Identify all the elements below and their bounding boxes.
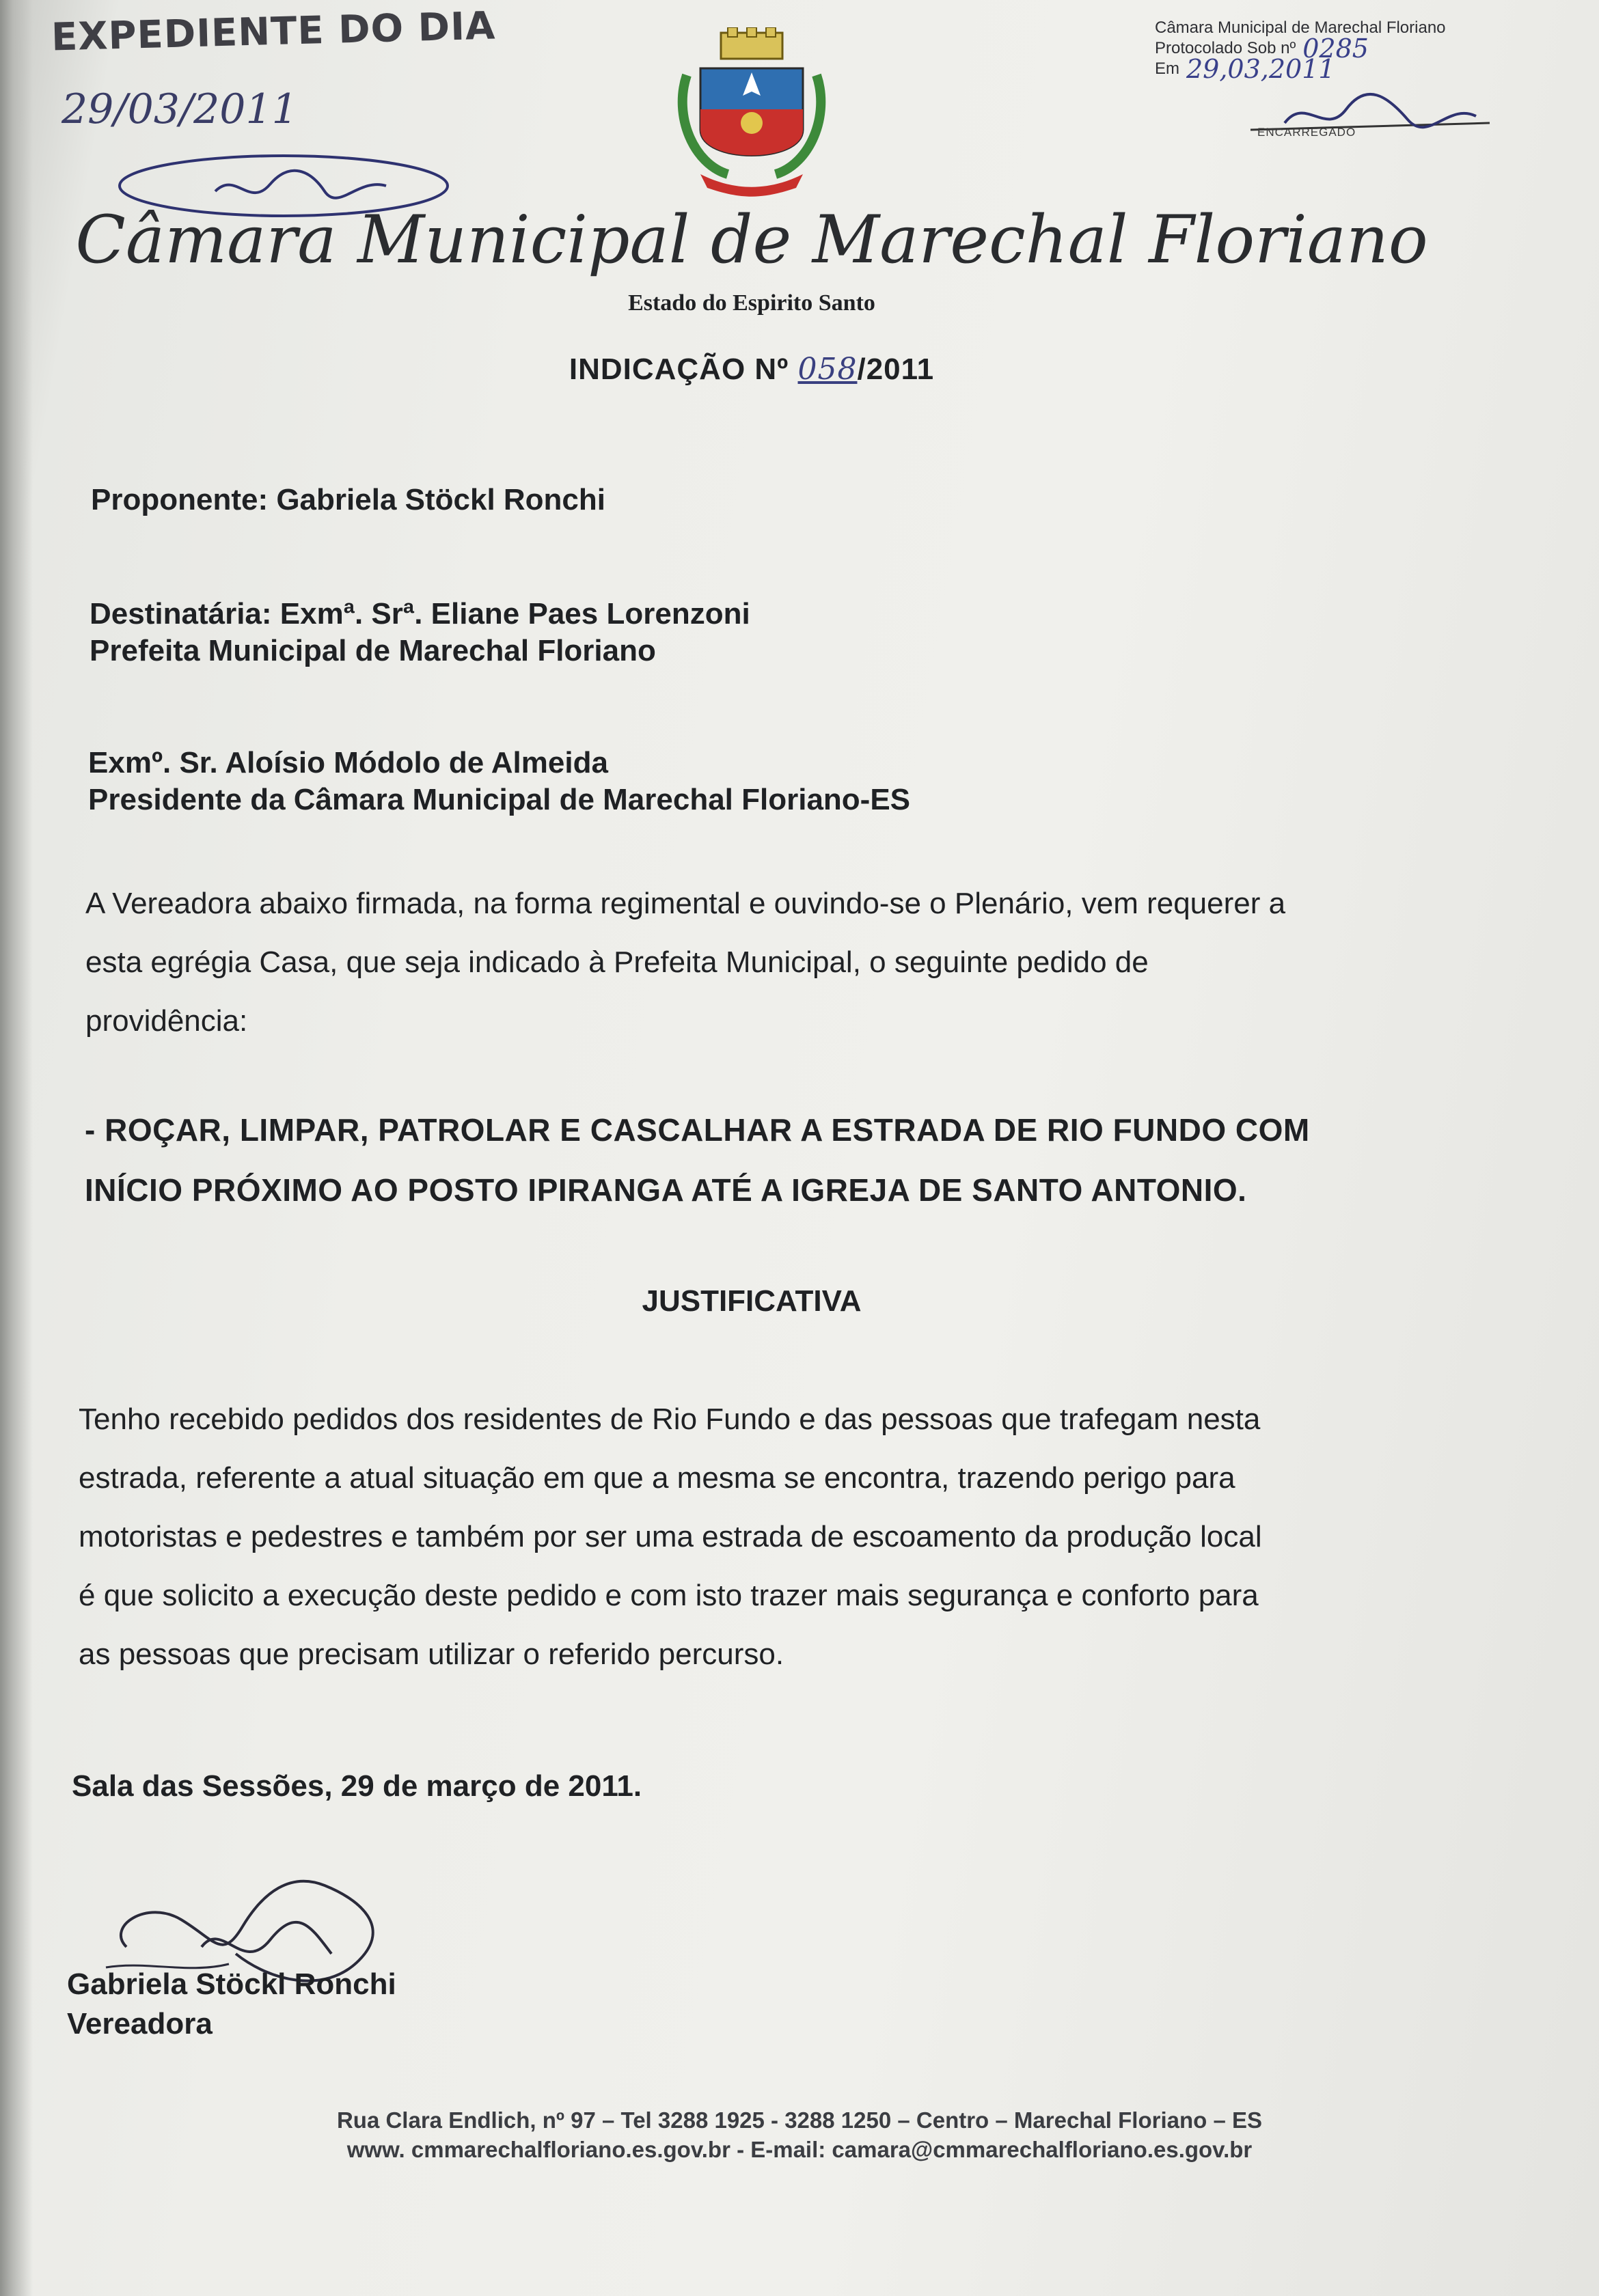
justificativa-line-4: é que solicito a execução deste pedido e com isto trazer mais segurança e conforto para [79, 1579, 1259, 1612]
destinataria-line-1: Destinatária: Exmª. Srª. Eliane Paes Lorenzoni [90, 597, 750, 631]
justificativa-line-5: as pessoas que precisam utilizar o referido percurso. [79, 1637, 784, 1671]
expediente-date: 29/03/2011 [62, 85, 298, 133]
protocol-date-label: Em [1155, 59, 1179, 78]
closing-line: Sala das Sessões, 29 de março de 2011. [72, 1769, 642, 1803]
protocol-chamber: Câmara Municipal de Marechal Floriano [1155, 18, 1446, 37]
request-line-2: INÍCIO PRÓXIMO AO POSTO IPIRANGA ATÉ A IGREJA DE SANTO ANTONIO. [85, 1172, 1247, 1208]
indicacao-number: 058 [797, 352, 858, 387]
request-block [85, 1100, 1427, 1220]
protocol-number: 0285 [1302, 33, 1369, 64]
destinataria-line-2: Prefeita Municipal de Marechal Floriano [90, 634, 656, 667]
justificativa-line-3: motoristas e pedestres e também por ser uma estrada de escoamento da produção local [79, 1520, 1262, 1553]
intro-line-2: esta egrégia Casa, que seja indicado à Prefeita Municipal, o seguinte pedido de [85, 945, 1149, 979]
presidente-line-1: Exmº. Sr. Aloísio Módolo de Almeida [88, 746, 608, 779]
signatory-role: Vereadora [67, 2007, 213, 2041]
binding-shadow [0, 0, 33, 2296]
justificativa-line-2: estrada, referente a atual situação em que a mesma se encontra, trazendo perigo para [79, 1461, 1235, 1495]
signatory-block [67, 1965, 396, 2044]
destinataria-block [90, 596, 750, 669]
state-subtitle: Estado do Espirito Santo [628, 290, 875, 316]
justificativa-paragraph [79, 1390, 1438, 1684]
justificativa-line-1: Tenho recebido pedidos dos residentes de Rio Fundo e das pessoas que trafegam nesta [79, 1402, 1261, 1436]
indicacao-title [0, 352, 1503, 387]
presidente-block [88, 745, 910, 818]
request-line-1: - ROÇAR, LIMPAR, PATROLAR E CASCALHAR A ESTRADA DE RIO FUNDO COM [85, 1112, 1310, 1148]
protocol-label: Protocolado Sob nº [1155, 39, 1296, 57]
footer-contact: www. cmmarechalfloriano.es.gov.br - E-mail: camara@cmmarechalfloriano.es.gov.br [346, 2137, 1253, 2162]
indicacao-year: /2011 [857, 352, 935, 386]
presidente-line-2: Presidente da Câmara Municipal de Marechal Floriano-ES [88, 783, 911, 816]
protocol-stamp [1155, 18, 1538, 84]
intro-line-1: A Vereadora abaixo firmada, na forma regimental e ouvindo-se o Plenário, vem requerer a [85, 887, 1286, 920]
municipal-crest-icon [673, 27, 830, 198]
signatory-name: Gabriela Stöckl Ronchi [67, 1967, 396, 2001]
protocol-date: 29,03,2011 [1186, 54, 1335, 84]
intro-paragraph [85, 874, 1425, 1051]
indicacao-label: INDICAÇÃO Nº [569, 352, 789, 386]
proponente: Proponente: Gabriela Stöckl Ronchi [91, 483, 606, 516]
intro-line-3: providência: [85, 1004, 248, 1038]
protocol-role: ENCARREGADO [1257, 126, 1356, 139]
justificativa-title: JUSTIFICATIVA [642, 1284, 862, 1318]
footer-address: Rua Clara Endlich, nº 97 – Tel 3288 1925 - 3288 1250 – Centro – Marechal Floriano – ES [336, 2107, 1263, 2133]
expediente-stamp: EXPEDIENTE DO DIA [51, 3, 497, 60]
chamber-title: Câmara Municipal de Marechal Floriano [75, 202, 1428, 278]
